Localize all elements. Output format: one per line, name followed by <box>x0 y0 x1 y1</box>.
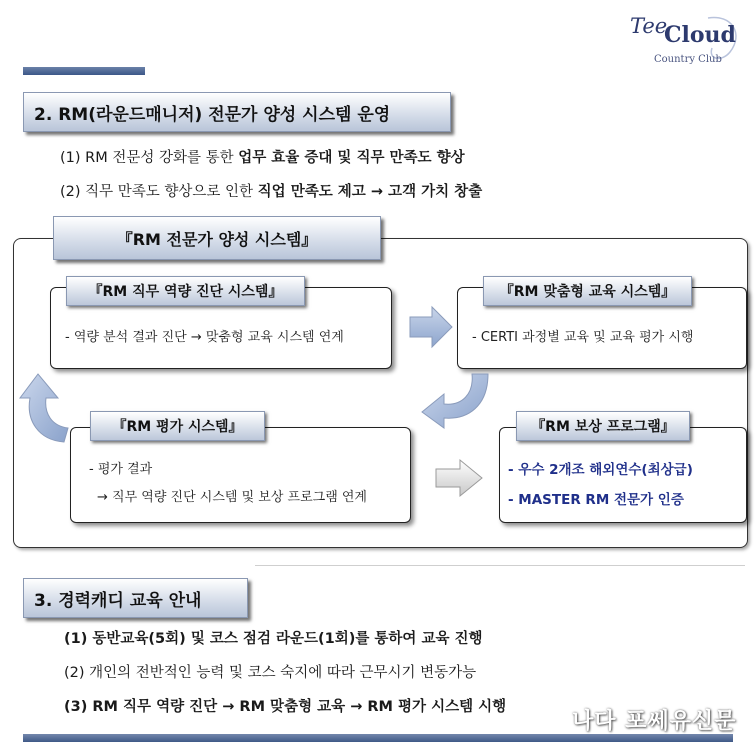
section-2-line-2-plain: (2) 직무 만족도 향상으로 인한 <box>60 184 258 200</box>
training-title: 『RM 맞춤형 교육 시스템』 <box>483 276 692 306</box>
section-2-line-1-plain: (1) RM 전문성 강화를 통한 <box>60 150 239 166</box>
diagnosis-title: 『RM 직무 역량 진단 시스템』 <box>66 276 305 306</box>
section-3-title: 3. 경력캐디 교육 안내 <box>23 578 248 618</box>
logo-script: Tee <box>630 14 668 38</box>
logo-subtitle: Country Club <box>654 54 722 65</box>
evaluation-box <box>70 427 411 523</box>
section-3-line-3 <box>64 695 506 716</box>
section-divider <box>255 565 745 566</box>
reward-text-2: - MASTER RM 전문가 인증 <box>508 492 684 508</box>
training-text: - CERTI 과정별 교육 및 교육 평가 시행 <box>472 330 694 345</box>
evaluation-text-1: - 평가 결과 <box>89 462 153 477</box>
reward-box <box>499 427 747 523</box>
diagnosis-text: - 역량 분석 결과 진단 → 맞춤형 교육 시스템 연계 <box>65 330 344 345</box>
arrow-right-top-icon <box>408 305 454 349</box>
arrow-right-bottom-icon <box>434 458 484 498</box>
system-title: 『RM 전문가 양성 시스템』 <box>53 216 381 260</box>
evaluation-title: 『RM 평가 시스템』 <box>90 411 265 441</box>
section-3-line-1-text: (1) 동반교육(5회) 및 코스 점검 라운드(1회)를 통하여 교육 진행 <box>64 631 483 647</box>
evaluation-text-2: → 직무 역량 진단 시스템 및 보상 프로그램 연계 <box>97 490 367 505</box>
watermark: 나다 포쎄유신문 <box>572 709 737 734</box>
section-2-title: 2. RM(라운드매니저) 전문가 양성 시스템 운영 <box>23 92 451 132</box>
section-2-line-1-bold: 업무 효율 증대 및 직무 만족도 향상 <box>238 150 465 166</box>
section-2-line-1 <box>60 146 465 167</box>
arrow-curve-down-icon <box>418 372 494 430</box>
arrow-curve-up-icon <box>18 370 70 444</box>
logo-name: Cloud <box>664 22 736 48</box>
reward-title: 『RM 보상 프로그램』 <box>516 411 690 441</box>
section-2-line-2-bold: 직업 만족도 제고 → 고객 가치 창출 <box>257 184 483 200</box>
section-3-line-3-text: (3) RM 직무 역량 진단 → RM 맞춤형 교육 → RM 평가 시스템 시행 <box>64 699 507 715</box>
logo <box>612 12 744 68</box>
reward-text-1: - 우수 2개조 해외연수(최상급) <box>508 462 693 478</box>
bottom-accent-bar <box>23 734 733 742</box>
section-2-line-2 <box>60 180 482 201</box>
section-3-line-1 <box>64 627 483 648</box>
top-accent-bar <box>23 67 145 75</box>
section-3-line-2: (2) 개인의 전반적인 능력 및 코스 숙지에 따라 근무시기 변동가능 <box>64 665 477 681</box>
